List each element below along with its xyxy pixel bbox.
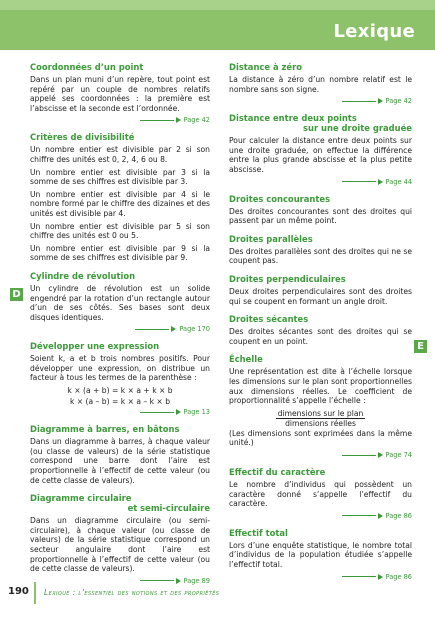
entry-title: Droites parallèles xyxy=(229,233,313,244)
entry-effectif-caractere xyxy=(229,467,412,520)
arrow-right-icon xyxy=(378,513,383,519)
arrow-right-icon xyxy=(378,452,383,458)
fraction-denominator: dimensions réelles xyxy=(285,419,356,429)
entry-text: Deux droites perpendiculaires sont des droites qui se coupent en formant un angle droit. xyxy=(229,286,412,306)
entry-diagramme-barres xyxy=(30,424,210,485)
entry-effectif-total xyxy=(229,528,412,581)
entry-text: Un nombre entier est divisible par 3 si la somme de ses chiffres est divisible par 3. xyxy=(30,167,210,187)
page-reference[interactable]: Page 86 xyxy=(229,573,412,581)
entry-title: Droites sécantes xyxy=(229,314,309,325)
entry-title: Distance à zéro xyxy=(229,62,302,72)
entry-title: Développer une expression xyxy=(30,341,160,352)
page-reference[interactable]: Page 89 xyxy=(30,577,210,585)
entry-text: Le nombre d’individus qui possèdent un caractère donné s’appelle l’effectif du caractère. xyxy=(229,480,412,509)
entry-title: Diagramme circulaire et semi-circulaire xyxy=(30,493,210,514)
entry-text: Dans un plan muni d’un repère, tout point est repéré par un couple de nombres relatifs appelé ses coordonnées : la première est l’abscisse et la seconde est l’ordonnée. xyxy=(30,75,210,113)
entry-text: Soient k, a et b trois nombres positifs. Pour développer une expression, on distribue un facteur à tous les termes de la parenthèse : xyxy=(30,354,210,383)
formula-line: k × (a – b) = k × a – k × b xyxy=(69,396,171,406)
left-column xyxy=(30,62,210,593)
entry-text: Dans un diagramme à barres, à chaque valeur (ou classe de valeurs) de la série statistique correspond une barre dont l’aire est proportionnelle à l’effectif de cette valeur (ou de cette classe de valeurs). xyxy=(30,437,210,485)
entry-title: Effectif total xyxy=(229,527,288,538)
entry-developper xyxy=(30,341,210,416)
scale-fraction xyxy=(229,409,412,429)
page-reference[interactable]: Page 13 xyxy=(30,408,210,416)
page-reference[interactable]: Page 44 xyxy=(229,178,412,186)
entry-text: Dans un diagramme circulaire (ou semi-circulaire), à chaque valeur (ou classe de valeurs) de la série statistique correspond un secteur angulaire dont l’aire est proportionnelle à l’effectif de cette valeur (ou de cette classe de valeurs). xyxy=(30,516,210,574)
page-reference[interactable]: Page 86 xyxy=(229,512,412,520)
entry-distance-zero xyxy=(229,62,412,105)
entry-text: Des droites parallèles sont des droites qui ne se coupent pas. xyxy=(229,246,412,266)
footer-divider xyxy=(34,582,36,604)
entry-text: Un nombre entier est divisible par 2 si son chiffre des unités est 0, 2, 4, 6 ou 8. xyxy=(30,145,210,164)
entry-text: Pour calculer la distance entre deux points sur une droite graduée, on effectue la différence entre la plus grande abscisse et la plus petite abscisse. xyxy=(229,136,412,174)
fraction-numerator: dimensions sur le plan xyxy=(277,408,364,418)
page-title: Lexique xyxy=(333,21,415,42)
entry-title: Cylindre de révolution xyxy=(30,270,136,281)
entry-echelle xyxy=(229,354,412,459)
page-footer xyxy=(0,580,435,608)
entry-title: Distance entre deux points sur une droite graduée xyxy=(229,113,412,134)
entry-title: Échelle xyxy=(229,354,263,365)
entry-title: Diagramme à barres, en bâtons xyxy=(30,424,180,435)
entry-text: Un nombre entier est divisible par 9 si la somme de ses chiffres est divisible par 9. xyxy=(30,243,210,263)
entry-title: Droites perpendiculaires xyxy=(229,273,346,284)
arrow-right-icon xyxy=(176,117,181,123)
page-reference[interactable]: Page 42 xyxy=(229,97,412,105)
header-stripe xyxy=(0,0,435,10)
arrow-right-icon xyxy=(176,409,181,415)
entry-text: Un nombre entier est divisible par 5 si son chiffre des unités est 0 ou 5. xyxy=(30,221,210,241)
entry-text: Un cylindre de révolution est un solide engendré par la rotation d’un rectangle autour d’un de ses côtés. Ses bases sont deux disques identiques. xyxy=(30,283,210,322)
right-column xyxy=(229,62,412,589)
entry-distance-deux-points xyxy=(229,113,412,185)
entry-text: La distance à zéro d’un nombre relatif est le nombre sans son signe. xyxy=(229,75,412,94)
entry-coordonnees xyxy=(30,62,210,124)
arrow-right-icon xyxy=(378,98,383,104)
entry-text: Une représentation est dite à l’échelle lorsque les dimensions sur le plan sont proportionnelles aux dimensions réelles. Le coefficient de proportionnalité s’appelle l’échelle : xyxy=(229,367,412,406)
entry-text: Un nombre entier est divisible par 4 si le nombre formé par le chiffre des dizaines et des unités est divisible par 4. xyxy=(30,189,210,218)
entry-droites-secantes xyxy=(229,314,412,346)
entry-text: Lors d’une enquête statistique, le nombre total d’individus de la population étudiée s’appelle l’effectif total. xyxy=(229,540,412,570)
entry-text: Des droites sécantes sont des droites qui se coupent en un point. xyxy=(229,327,412,346)
arrow-right-icon xyxy=(378,574,383,580)
entry-divisibilite xyxy=(30,132,210,263)
footer-caption: Lexique : l’essentiel des notions et des propriétés xyxy=(44,588,220,597)
entry-text: Des droites concourantes sont des droites qui passent par un même point. xyxy=(229,206,412,226)
letter-e-badge: E xyxy=(414,340,427,353)
entry-droites-perpendiculaires xyxy=(229,274,412,306)
arrow-right-icon xyxy=(378,179,383,185)
page-number: 190 xyxy=(8,586,29,597)
entry-diagramme-circulaire xyxy=(30,493,210,585)
formula-line: k × (a + b) = k × a + k × b xyxy=(67,386,173,396)
page-reference[interactable]: Page 42 xyxy=(30,116,210,124)
letter-d-badge: D xyxy=(10,288,23,301)
arrow-right-icon xyxy=(171,326,176,332)
page-reference[interactable]: Page 74 xyxy=(229,451,412,459)
entry-title: Effectif du caractère xyxy=(229,467,326,478)
entry-cylindre xyxy=(30,271,210,333)
page-reference[interactable]: Page 170 xyxy=(30,325,210,333)
entry-title: Droites concourantes xyxy=(229,193,331,204)
entry-title: Coordonnées d’un point xyxy=(30,62,144,72)
entry-note: (Les dimensions sont exprimées dans la même unité.) xyxy=(229,428,412,448)
entry-droites-concourantes xyxy=(229,194,412,226)
page-header xyxy=(0,0,435,50)
entry-title: Critères de divisibilité xyxy=(30,132,135,143)
entry-droites-paralleles xyxy=(229,234,412,266)
